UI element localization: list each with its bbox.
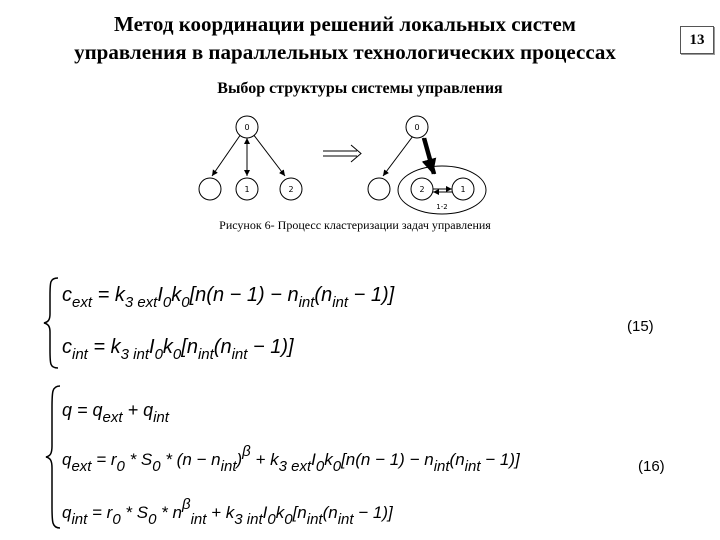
node-label: 2 xyxy=(288,185,294,194)
equation-16-number: (16) xyxy=(638,458,665,475)
equation-16-line-2: $q_{ext} = r_0 * S_0 * (n - n_{int})^\beta + k_{3 ext}I_0k_0[n(n - 1) - n_{int}(n_{int} - 1)]$ xyxy=(62,443,520,475)
left-graph xyxy=(199,116,302,200)
slide-number: 13 xyxy=(680,26,714,54)
figure-caption: Рисунок 6- Процесс кластеризации задач управления xyxy=(219,218,491,232)
equation-15-line-2: $c_{int} = k_{3 int}I_0k_0[n_{int}(n_{int} - 1)]$ xyxy=(62,336,294,363)
slide-title xyxy=(0,10,690,66)
brace-16 xyxy=(44,384,64,530)
equation-16-line-3: $q_{int} = r_0 * S_0 * n^\beta_{int} + k_{3 int}I_0k_0[n_{int}(n_{int} - 1)]$ xyxy=(62,496,393,528)
node-label: 0 xyxy=(414,123,420,132)
title-line-2: управления в параллельных технологических процессах xyxy=(74,40,616,64)
title-line-1: Метод координации решений локальных систем xyxy=(114,12,576,36)
node-label: 2 xyxy=(419,185,425,194)
equation-16-line-1: $q = q_{ext} + q_{int}$ xyxy=(62,400,169,426)
equation-15-line-1: $c_{ext} = k_{3 ext}I_0k_0[n(n - 1) - n_{int}(n_{int} - 1)]$ xyxy=(62,284,395,311)
node-blank-right xyxy=(368,178,390,200)
cluster-label: 1-2 xyxy=(436,203,448,211)
equation-15-number: (15) xyxy=(627,318,654,335)
clustering-diagram xyxy=(195,112,505,220)
node-label: 1 xyxy=(460,185,466,194)
right-graph xyxy=(368,116,486,214)
node-label: 0 xyxy=(244,123,250,132)
node-blank-left xyxy=(199,178,221,200)
brace-15 xyxy=(42,276,62,370)
node-label: 1 xyxy=(244,185,250,194)
transition-arrow xyxy=(323,145,361,162)
section-subtitle: Выбор структуры системы управления xyxy=(217,80,503,97)
